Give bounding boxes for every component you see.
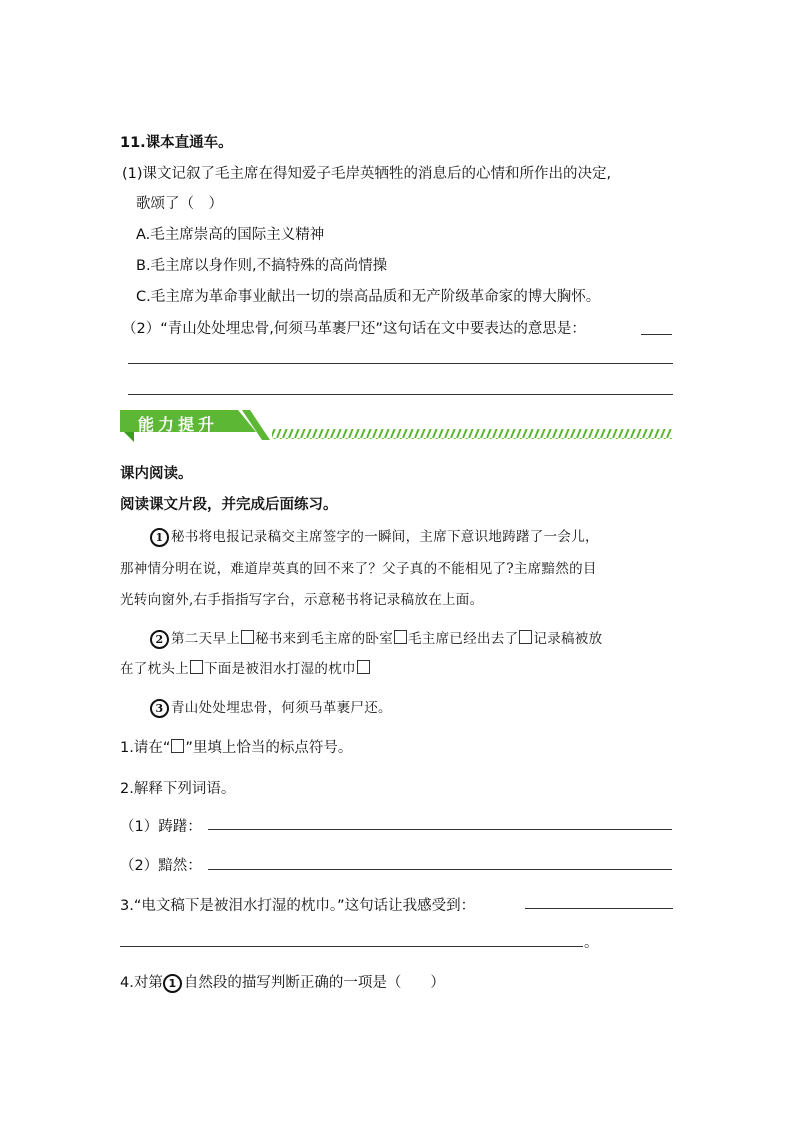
paragraph-number: 3 — [150, 699, 169, 718]
q11-sub1-line2: 歌颂了（ ） — [136, 196, 223, 212]
box-symbol — [171, 739, 184, 753]
p2-text: 秘书来到毛主席的卧室 — [255, 631, 393, 647]
answer-line[interactable] — [128, 363, 673, 364]
p2-text: 记录稿被放 — [533, 631, 603, 647]
question-11-title: 11.课本直通车。 — [120, 135, 233, 151]
option-a: A.毛主席崇高的国际主义精神 — [136, 227, 325, 243]
exercise-4-text: 自然段的描写判断正确的一项是（ ） — [183, 975, 445, 991]
banner-title: 能力提升 — [138, 415, 219, 434]
period: 。 — [584, 935, 599, 951]
exercise-1 — [120, 736, 352, 757]
punctuation-box[interactable] — [394, 630, 407, 644]
answer-line[interactable] — [128, 394, 673, 395]
exercise-4-text: 4.对第 — [120, 975, 163, 991]
answer-line[interactable] — [525, 908, 673, 909]
paragraph-number: 1 — [163, 974, 182, 993]
reading-instruction: 阅读课文片段，并完成后面练习。 — [120, 497, 338, 513]
punctuation-box[interactable] — [519, 630, 532, 644]
exercise-1-text: 1.请在“ — [120, 740, 171, 756]
exercise-2-1: （1）踌躇： — [120, 819, 202, 835]
answer-line[interactable] — [120, 946, 583, 947]
paragraph-number: 1 — [150, 528, 169, 547]
passage-p2-line2 — [120, 657, 371, 677]
punctuation-box[interactable] — [241, 630, 254, 644]
reading-heading: 课内阅读。 — [120, 466, 193, 482]
exercise-2: 2.解释下列词语。 — [120, 781, 236, 797]
option-b: B.毛主席以身作则,不搞特殊的高尚情操 — [136, 258, 388, 274]
answer-line[interactable] — [208, 869, 672, 870]
exercise-3: 3.“电文稿下是被泪水打湿的枕巾。”这句话让我感受到： — [120, 898, 476, 914]
answer-line[interactable] — [208, 829, 672, 830]
passage-p1-line2: 那神情分明在说，难道岸英真的回不来了？父子真的不能相见了?主席黯然的目 — [120, 561, 597, 577]
p2-text: 下面是被泪水打湿的枕巾 — [204, 661, 356, 677]
p1-text: 秘书将电报记录稿交主席签字的一瞬间，主席下意识地踌躇了一会儿， — [171, 529, 599, 545]
punctuation-box[interactable] — [190, 660, 203, 674]
passage-p3 — [150, 696, 392, 718]
passage-p2-line1 — [150, 627, 602, 649]
exercise-4 — [120, 971, 445, 993]
paragraph-number: 2 — [150, 630, 169, 649]
q11-sub2: （2）“青山处处埋忠骨,何须马革裹尸还”这句话在文中要表达的意思是： — [122, 321, 586, 337]
section-banner — [120, 408, 675, 444]
p2-text: 在了枕头上 — [120, 661, 189, 677]
p2-text: 毛主席已经出去了 — [408, 631, 519, 647]
answer-blank[interactable] — [641, 334, 672, 335]
p3-text: 青山处处埋忠骨，何须马革裹尸还。 — [171, 700, 392, 716]
exercise-1-text: ”里填上恰当的标点符号。 — [185, 740, 353, 756]
exercise-2-2: （2）黯然： — [120, 858, 202, 874]
option-c: C.毛主席为革命事业献出一切的崇高品质和无产阶级革命家的博大胸怀。 — [136, 289, 601, 305]
passage-p1-line3: 光转向窗外,右手指指写字台，示意秘书将记录稿放在上面。 — [120, 592, 484, 608]
q11-sub1-line1: (1)课文记叙了毛主席在得知爱子毛岸英牺牲的消息后的心情和所作出的决定, — [122, 166, 612, 182]
passage-p1-line1 — [150, 525, 599, 547]
punctuation-box[interactable] — [357, 660, 370, 674]
p2-text: 第二天早上 — [171, 631, 240, 647]
